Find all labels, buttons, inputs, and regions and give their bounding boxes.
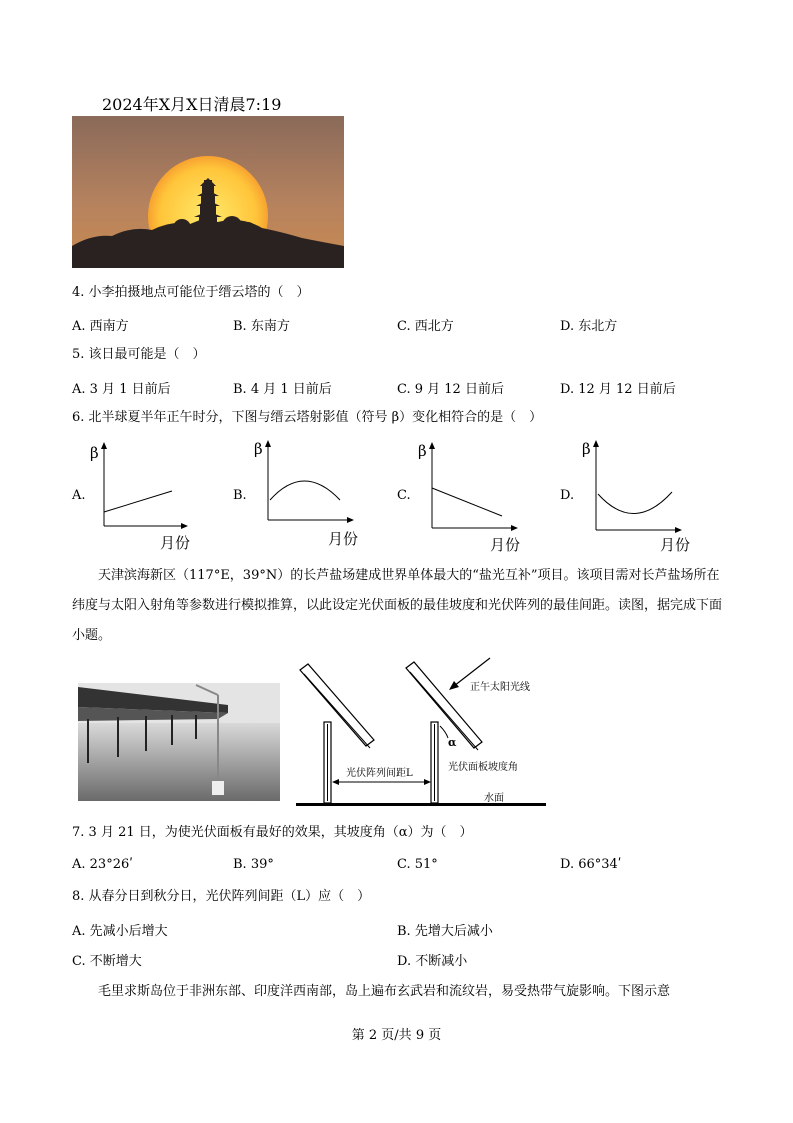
graph-a-y-label: β — [90, 444, 99, 462]
slope-angle-label: 光伏面板坡度角 — [448, 762, 518, 773]
graph-b-y-label: β — [254, 440, 263, 458]
graph-d-y-label: β — [582, 440, 591, 458]
graph-b-curve — [270, 481, 340, 500]
sunrise-tower-photo — [72, 116, 344, 268]
q8-option-c: C. 不断增大 — [72, 954, 142, 969]
q5-option-d: D. 12 月 12 日前后 — [560, 382, 676, 397]
q5-option-a: A. 3 月 1 日前后 — [72, 382, 171, 397]
graph-a — [86, 436, 196, 554]
question-7-stem: 7. 3 月 21 日，为使光伏面板有最好的效果，其坡度角（α）为（ ） — [72, 825, 473, 840]
passage-mauritius: 毛里求斯岛位于非洲东部、印度洋西南部，岛上遍布玄武岩和流纹岩，易受热带气旋影响。下图示意 — [98, 984, 671, 999]
graph-d-curve — [598, 492, 672, 514]
sun-ray-label: 正午太阳光线 — [470, 682, 530, 693]
graph-b-x-label: 月份 — [328, 530, 359, 548]
question-8-stem: 8. 从春分日到秋分日，光伏阵列间距（L）应（ ） — [72, 889, 371, 904]
question-4-stem: 4. 小李拍摄地点可能位于缙云塔的（ ） — [72, 285, 310, 300]
q5-option-c: C. 9 月 12 日前后 — [397, 382, 504, 397]
q7-option-a: A. 23°26ʹ — [72, 857, 133, 872]
alpha-label: α — [448, 736, 457, 749]
graph-c-y-label: β — [418, 442, 427, 460]
q4-option-c: C. 西北方 — [397, 319, 454, 334]
solar-array-photo — [78, 683, 280, 801]
q7-option-b: B. 39° — [233, 857, 274, 872]
photo-caption: 2024年X月X日清晨7:19 — [102, 95, 282, 114]
q8-option-d: D. 不断减小 — [397, 954, 468, 969]
question-5-stem: 5. 该日最可能是（ ） — [72, 347, 206, 362]
question-6-stem: 6. 北半球夏半年正午时分，下图与缙云塔射影值（符号 β）变化相符合的是（ ） — [72, 410, 543, 425]
passage-saltfield: 天津滨海新区（117°E，39°N）的长芦盐场建成世界单体最大的“盐光互补”项目。该项目需对长芦盐场所在纬度与太阳入射角等参数进行模拟推算，以此设定光伏面板的最佳坡度和光伏阵列的最佳间距。读图，据完成下面小题。 — [72, 568, 723, 643]
graph-b-label: B. — [233, 488, 247, 503]
graph-d — [578, 434, 698, 554]
page-footer: 第 2 页/共 9 页 — [351, 1028, 442, 1043]
q7-option-c: C. 51° — [397, 857, 438, 872]
graph-c-x-label: 月份 — [490, 536, 521, 554]
graph-a-x-label: 月份 — [160, 534, 191, 552]
solar-panel-diagram — [294, 656, 548, 814]
water-label: 水面 — [484, 793, 504, 804]
q8-option-b: B. 先增大后减小 — [397, 924, 493, 939]
q4-option-d: D. 东北方 — [560, 319, 618, 334]
graph-d-label: D. — [560, 488, 575, 503]
graph-b — [250, 434, 368, 552]
q4-option-a: A. 西南方 — [72, 319, 129, 334]
q4-option-b: B. 东南方 — [233, 319, 290, 334]
q5-option-b: B. 4 月 1 日前后 — [233, 382, 332, 397]
graph-a-curve — [104, 491, 172, 512]
graph-d-x-label: 月份 — [660, 536, 691, 554]
graph-c-curve — [432, 488, 502, 516]
spacing-label: 光伏阵列间距L — [346, 768, 413, 779]
q7-option-d: D. 66°34ʹ — [560, 857, 622, 872]
water-surface-line — [296, 803, 546, 806]
graph-c-label: C. — [397, 488, 411, 503]
q8-option-a: A. 先减小后增大 — [72, 924, 168, 939]
graph-c — [414, 436, 532, 554]
graph-a-label: A. — [72, 488, 86, 503]
